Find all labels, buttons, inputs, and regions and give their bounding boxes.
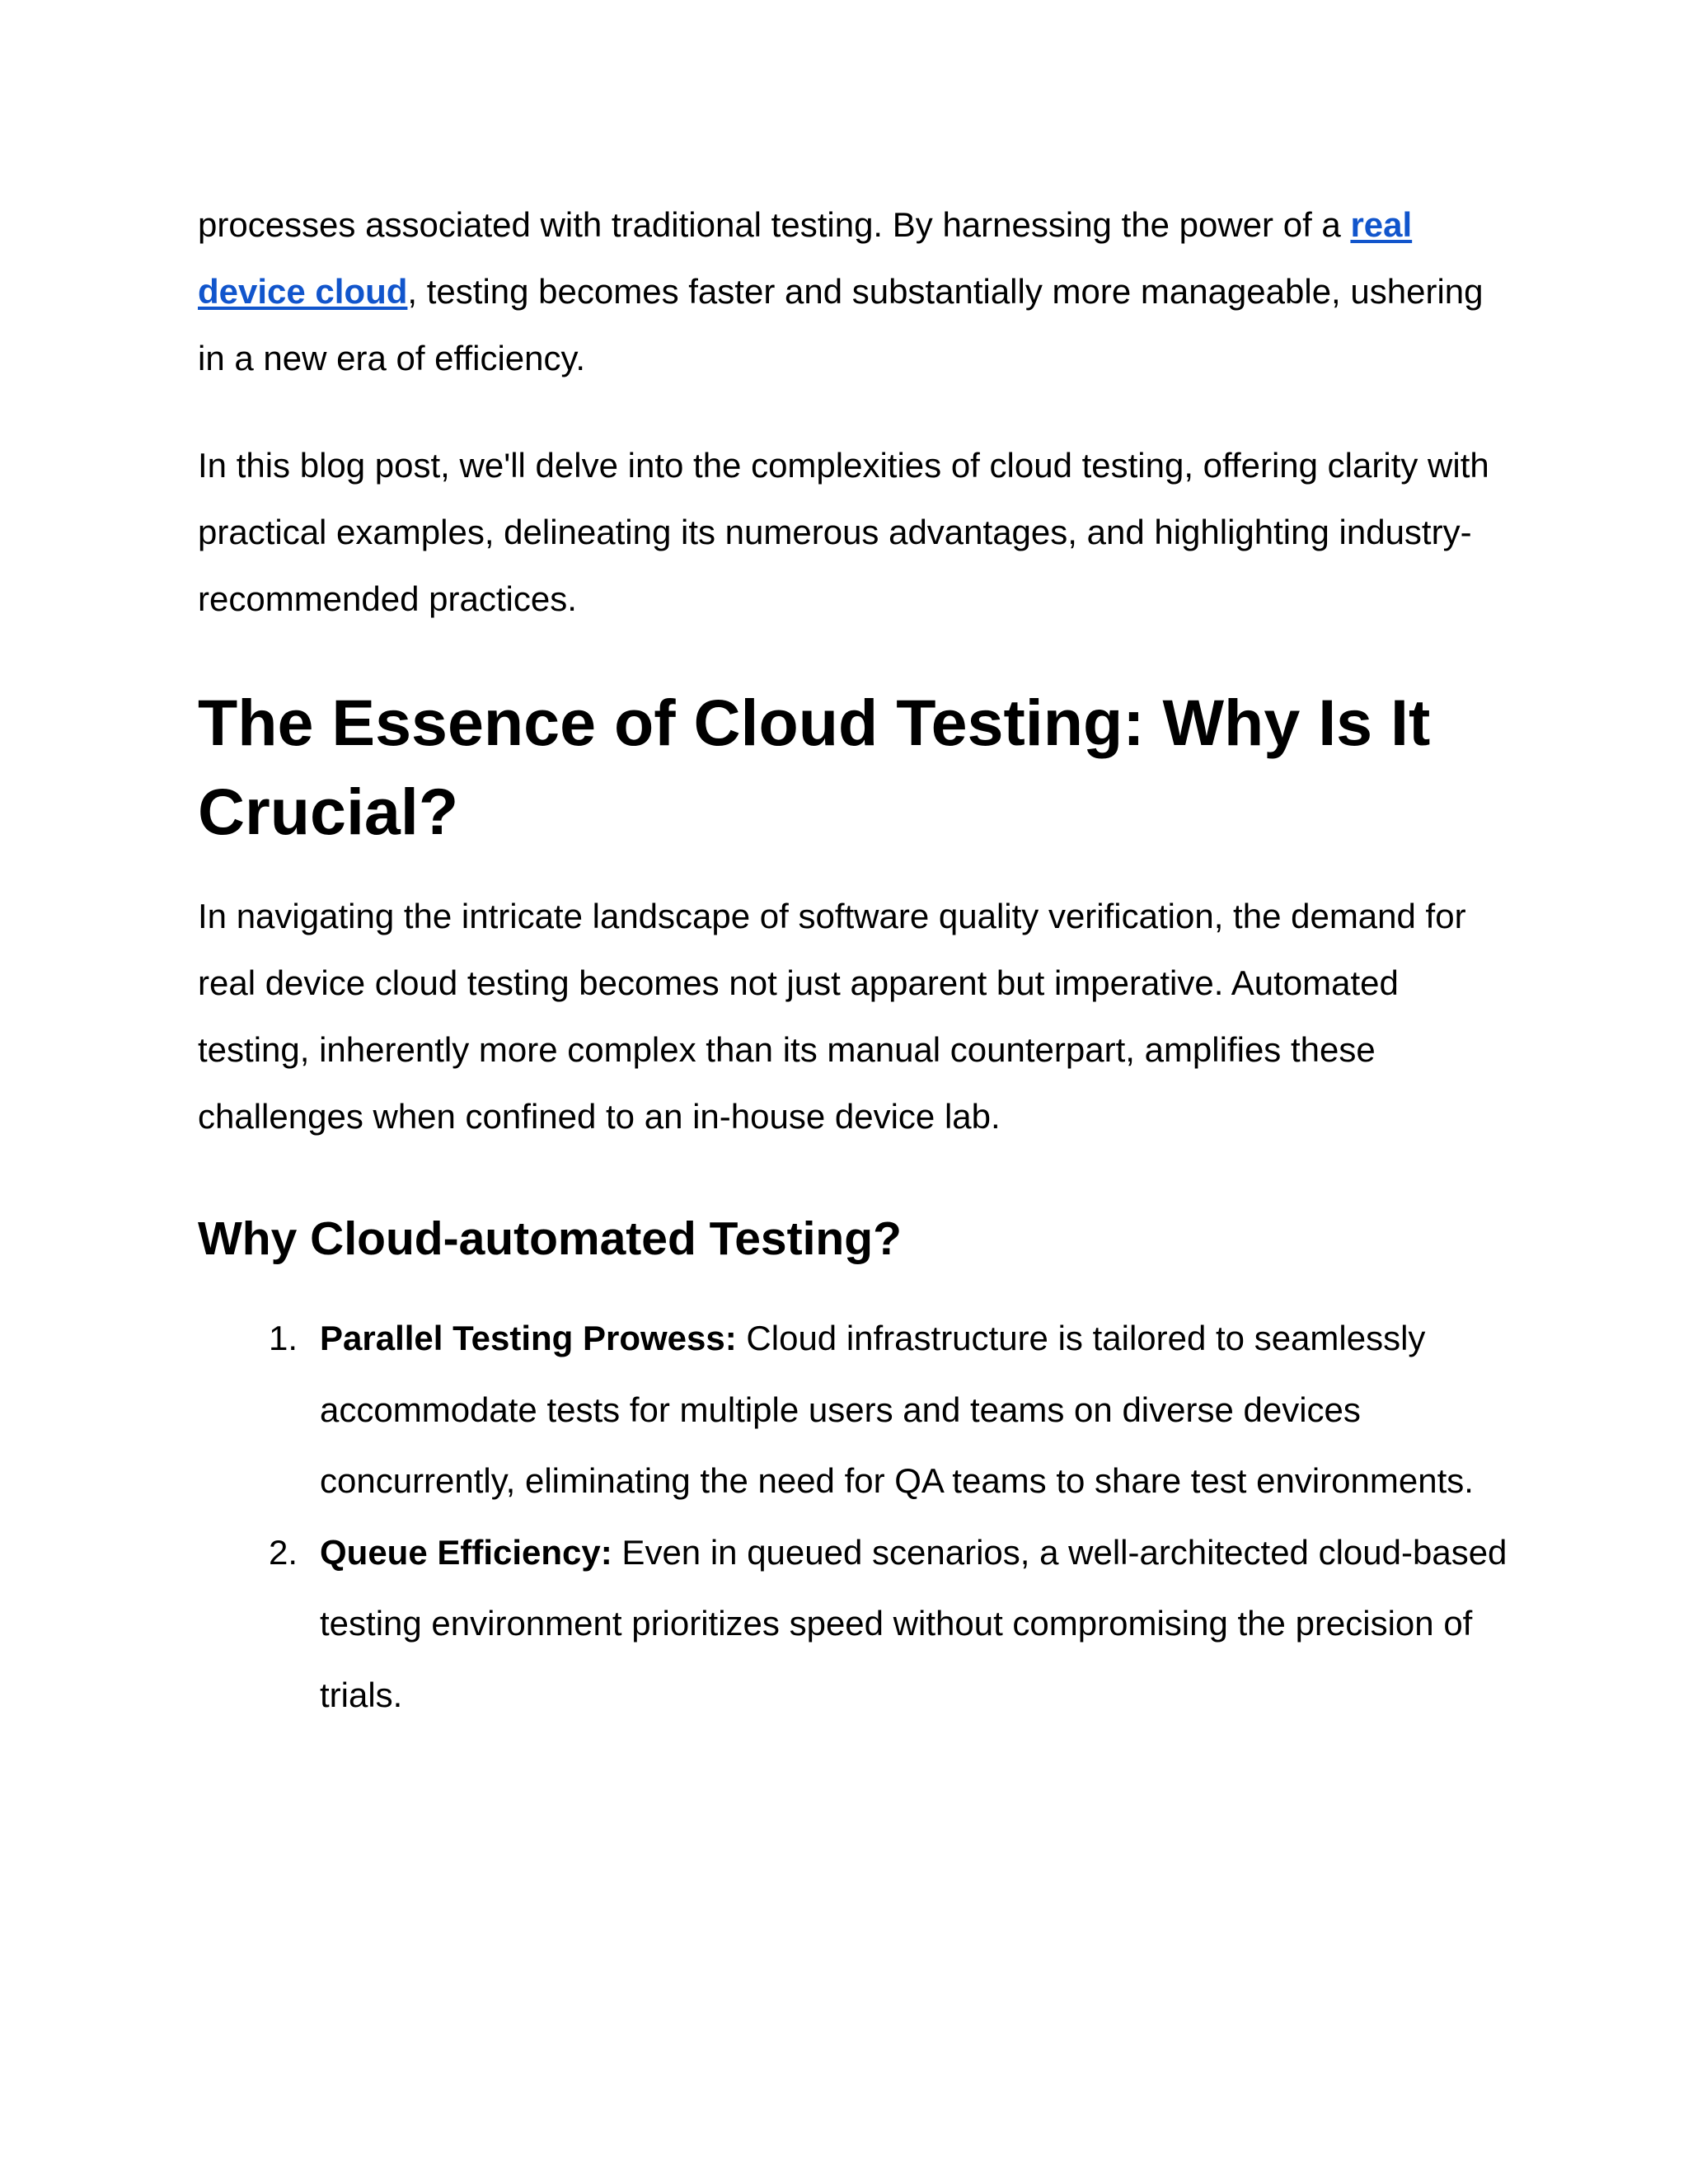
benefits-list	[198, 1303, 1508, 1731]
list-item-number: 2.	[269, 1532, 298, 1572]
list-item-number: 1.	[269, 1319, 298, 1357]
list-item	[198, 1303, 1508, 1517]
subsection-heading: Why Cloud-automated Testing?	[198, 1212, 902, 1265]
intro-text-after-link: , testing becomes faster and substantially more manageable, ushering in a new era of efficiency.	[198, 272, 1484, 377]
intro-paragraph-1	[198, 191, 1508, 391]
intro-paragraph-2: In this blog post, we'll delve into the complexities of cloud testing, offering clarity with practical examples, delineating its numerous advantages, and highlighting industry-recommended practices.	[198, 446, 1489, 618]
list-item-text: Cloud infrastructure is tailored to seamlessly accommodate tests for multiple users and teams on diverse devices concurrently, eliminating the need for QA teams to share test environments.	[320, 1319, 1474, 1500]
intro-text-before-link: processes associated with traditional testing. By harnessing the power of a	[198, 205, 1351, 244]
section-heading: The Essence of Cloud Testing: Why Is It Crucial?	[198, 686, 1431, 848]
real-device-cloud-link[interactable]: real device cloud	[198, 205, 1413, 311]
list-item-text: Even in queued scenarios, a well-architected cloud-based testing environment prioritizes speed without compromising the precision of trials.	[320, 1532, 1507, 1714]
section-paragraph: In navigating the intricate landscape of software quality verification, the demand for real device cloud testing becomes not just apparent but imperative. Automated testing, inherently more complex than its manual counterpart, amplifies these challenges when confined to an in-house device lab.	[198, 897, 1466, 1136]
document-content	[198, 191, 1508, 1731]
list-item-title: Queue Efficiency:	[320, 1532, 612, 1572]
list-item	[198, 1517, 1508, 1732]
list-item-title: Parallel Testing Prowess:	[320, 1319, 737, 1357]
